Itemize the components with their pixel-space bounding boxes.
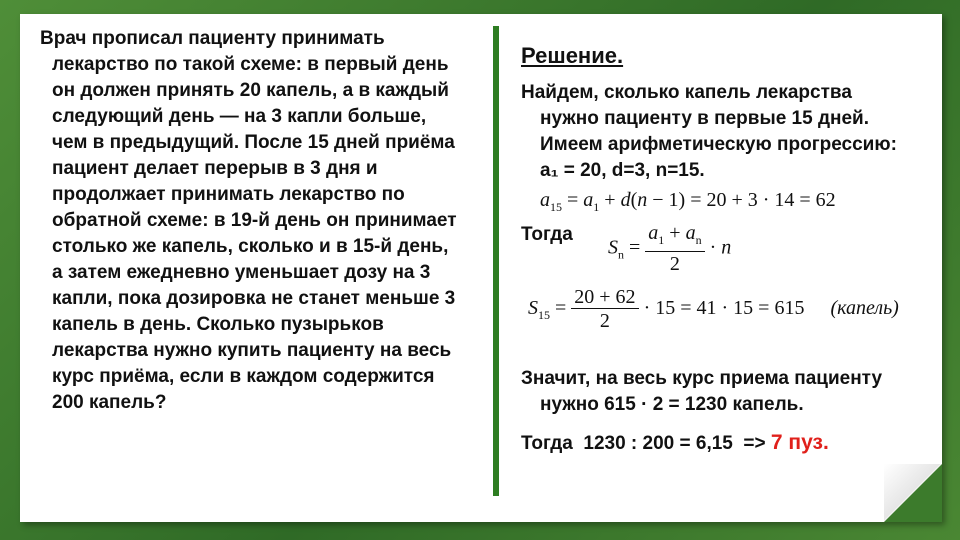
problem-line: Врач прописал пациенту принимать	[40, 28, 385, 49]
final-answer: 7 пуз.	[770, 431, 829, 454]
problem-line: а затем ежедневно уменьшает дозу на 3	[52, 262, 431, 283]
unit-label: (капель)	[830, 297, 899, 320]
problem-line: он должен принять 20 капель, а в каждый	[52, 80, 449, 101]
problem-line: столько же капель, сколько и в 15-й день,	[52, 236, 449, 257]
solution-intro-line: Имеем арифметическую прогрессию:	[540, 134, 897, 155]
solution-intro-line: Найдем, сколько капель лекарства	[521, 82, 852, 103]
formula-sn: $S_n$ = $\frac{a_1 + a_n}{2}$ · n	[608, 222, 732, 275]
solution-heading: Решение.	[521, 43, 624, 68]
fraction-sn: $\frac{a_1 + a_n}{2}$	[645, 222, 704, 276]
conclusion-line: Значит, на весь курс приема пациенту	[521, 368, 883, 389]
problem-line: капли, пока дозировка не станет меньше 3	[52, 288, 456, 309]
problem-line: 200 капель?	[52, 392, 167, 413]
problem-line: капель в день. Сколько пузырьков	[52, 314, 384, 335]
final-text: Тогда 1230 : 200 = 6,15 =>	[521, 433, 766, 454]
formula-s15: $S_{15}$ = $\frac{20 + 62}{2}$ · 15 = 41 · 15 = 615 (капель)	[528, 286, 899, 332]
problem-line: лекарство по такой схеме: в первый день	[52, 54, 449, 75]
formula-a15: $a_{15} = a_1 + d(n - 1) = 20 + 3 \cdot 14 = 62$	[540, 189, 836, 214]
problem-line: продолжает принимать лекарство по	[52, 184, 405, 205]
fraction-s15: $\frac{20 + 62}{2}$	[571, 286, 638, 333]
conclusion-line: нужно 615 · 2 = 1230 капель.	[540, 394, 804, 415]
final-calculation	[521, 432, 829, 455]
problem-line: чем в предыдущий. После 15 дней приёма	[52, 132, 455, 153]
solution-intro-line: нужно пациенту в первые 15 дней.	[540, 108, 870, 129]
problem-line: курс приёма, если в каждом содержится	[52, 366, 435, 387]
page-curl-fold	[884, 464, 942, 522]
problem-line: обратной схеме: в 19-й день он принимает	[52, 210, 457, 231]
progression-params: a₁ = 20, d=3, n=15.	[540, 160, 705, 181]
problem-line: лекарства нужно купить пациенту на весь	[52, 340, 452, 361]
problem-line: пациент делает перерыв в 3 дня и	[52, 158, 378, 179]
then-label-1: Тогда	[521, 224, 573, 245]
problem-line: следующий день — на 3 капли больше,	[52, 106, 427, 127]
column-divider	[493, 26, 499, 496]
